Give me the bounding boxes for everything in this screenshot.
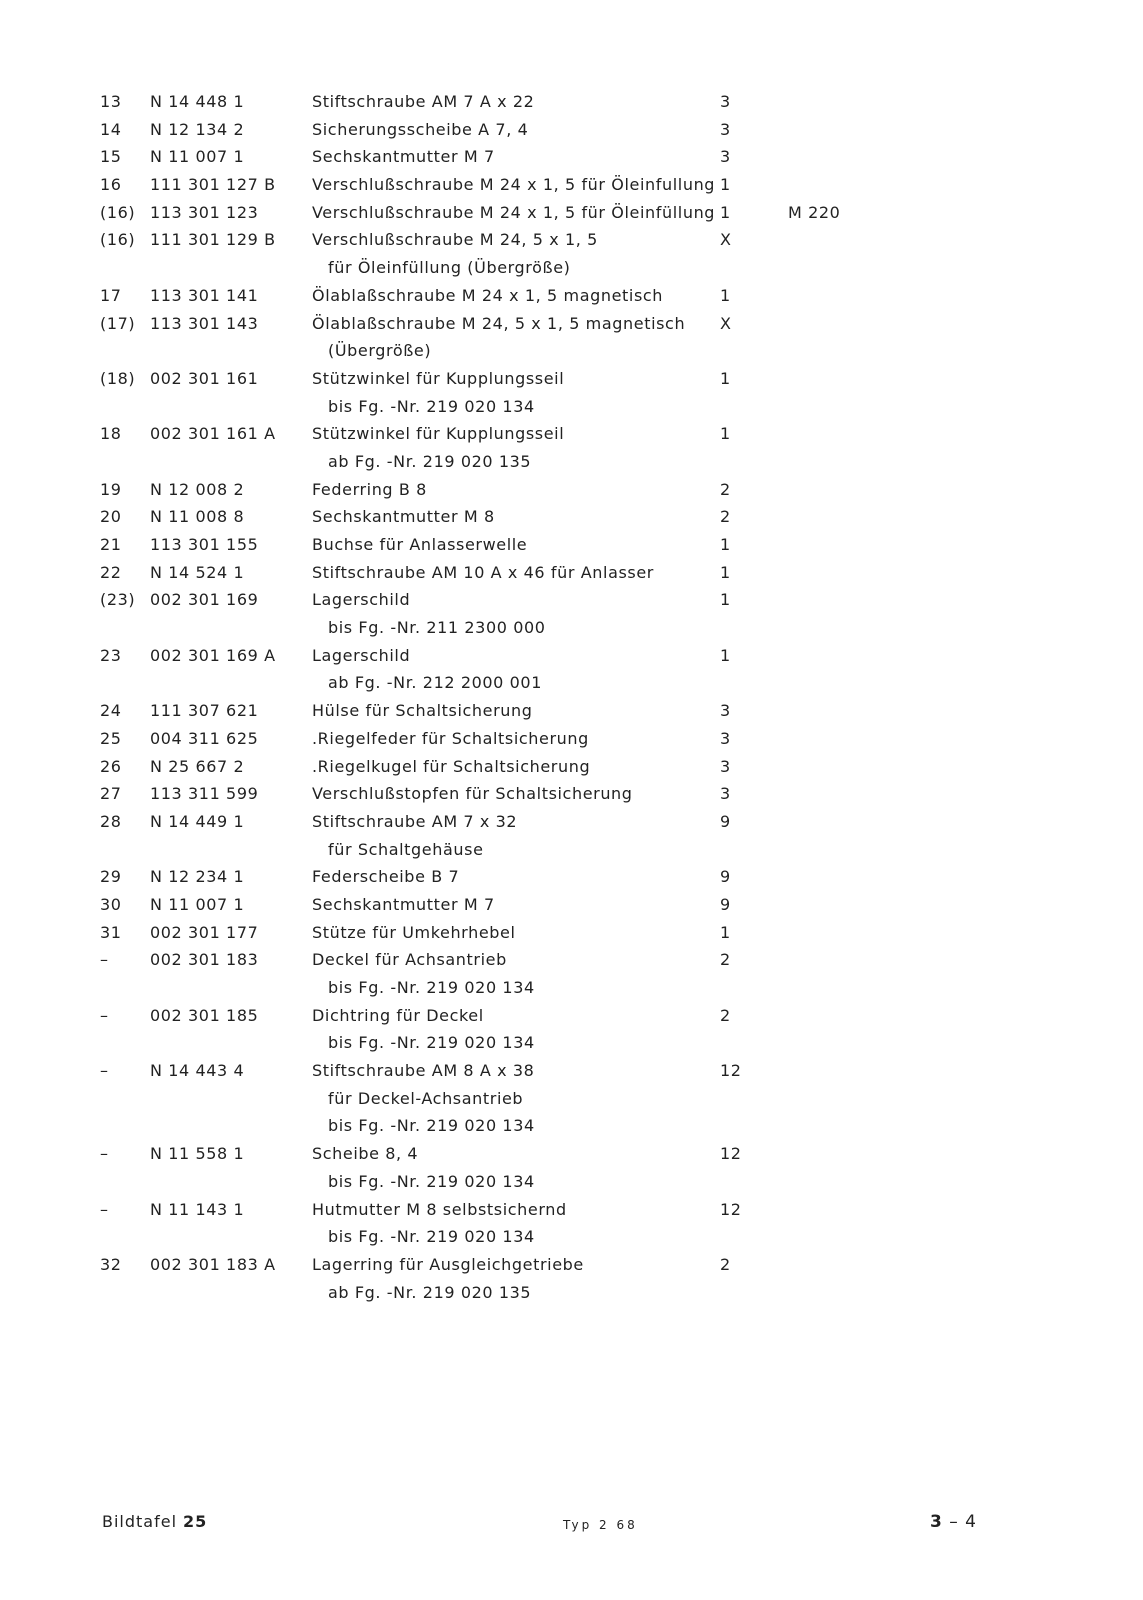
- part-num: N 11 008 8: [150, 507, 245, 527]
- part-num: N 11 007 1: [150, 147, 245, 167]
- part-desc: Deckel für Achsantrieb: [312, 950, 507, 970]
- part-qty: 2: [720, 1254, 731, 1274]
- list-item: [0, 946, 1143, 974]
- list-item-continuation: [0, 448, 1143, 476]
- part-qty: 1: [720, 424, 731, 444]
- list-item: [0, 116, 1143, 144]
- list-item: [0, 531, 1143, 559]
- part-desc: Verschlußstopfen für Schaltsicherung: [312, 784, 633, 804]
- list-item-continuation: [0, 393, 1143, 421]
- part-desc: Sechskantmutter M 8: [312, 507, 495, 527]
- part-pos: 20: [100, 507, 122, 527]
- part-num: 113 311 599: [150, 784, 259, 804]
- part-desc: Stiftschraube AM 7 A x 22: [312, 92, 535, 111]
- part-pos: –: [100, 1061, 109, 1081]
- part-pos: 25: [100, 728, 122, 748]
- part-qty: 1: [720, 922, 731, 942]
- list-item-continuation: [0, 337, 1143, 365]
- part-num: N 14 524 1: [150, 562, 245, 582]
- part-num: 002 301 177: [150, 922, 259, 942]
- list-item: [0, 476, 1143, 504]
- part-num: 002 301 183 A: [150, 1254, 276, 1274]
- list-item-continuation: [0, 1085, 1143, 1113]
- part-num: 111 301 129 B: [150, 230, 276, 250]
- list-item: [0, 753, 1143, 781]
- part-pos: 14: [100, 119, 122, 139]
- part-note: M 220: [788, 202, 841, 222]
- part-qty: 1: [720, 562, 731, 582]
- list-item: [0, 171, 1143, 199]
- part-qty: 3: [720, 119, 731, 139]
- footer-page-number: [930, 1512, 977, 1532]
- part-qty: 3: [720, 756, 731, 776]
- footer-plate-label: Bildtafel: [102, 1512, 178, 1531]
- part-qty: 9: [720, 811, 731, 831]
- part-desc: ab Fg. -Nr. 219 020 135: [328, 1282, 532, 1302]
- part-desc: Lagerschild: [312, 645, 411, 665]
- part-num: 113 301 141: [150, 285, 259, 305]
- part-desc: Stützwinkel für Kupplungsseil: [312, 368, 565, 388]
- list-item-continuation: [0, 1168, 1143, 1196]
- list-item: [0, 1057, 1143, 1085]
- part-pos: 28: [100, 811, 122, 831]
- part-qty: 3: [720, 147, 731, 167]
- part-desc: Ölablaßschraube M 24 x 1, 5 magnetisch: [312, 285, 664, 305]
- part-desc: Federscheibe B 7: [312, 867, 460, 887]
- list-item: [0, 586, 1143, 614]
- part-desc: .Riegelfeder für Schaltsicherung: [312, 728, 589, 748]
- part-pos: 27: [100, 784, 122, 804]
- part-desc: bis Fg. -Nr. 219 020 134: [328, 396, 535, 416]
- part-qty: 1: [720, 285, 731, 305]
- list-item-continuation: [0, 1112, 1143, 1140]
- part-pos: (16): [100, 202, 136, 222]
- part-pos: (18): [100, 368, 136, 388]
- part-pos: 30: [100, 894, 122, 914]
- part-num: 113 301 123: [150, 202, 259, 222]
- part-qty: 12: [720, 1199, 742, 1219]
- list-item-continuation: [0, 974, 1143, 1002]
- part-desc: Verschlußschraube M 24, 5 x 1, 5: [312, 230, 598, 250]
- footer-plate: [102, 1512, 207, 1531]
- part-desc: Stiftschraube AM 10 A x 46 für Anlasser: [312, 562, 654, 582]
- part-qty: 12: [720, 1061, 742, 1081]
- part-desc: Hutmutter M 8 selbstsichernd: [312, 1199, 567, 1219]
- part-desc: Stützwinkel für Kupplungsseil: [312, 424, 565, 444]
- part-desc: Verschlußschraube M 24 x 1, 5 für Öleinfullung: [312, 175, 716, 195]
- part-num: N 14 448 1: [150, 92, 245, 111]
- list-item-continuation: [0, 614, 1143, 642]
- part-num: 113 301 155: [150, 535, 259, 554]
- part-qty: 9: [720, 894, 731, 914]
- part-pos: (17): [100, 313, 136, 333]
- part-qty: 12: [720, 1144, 742, 1164]
- part-num: N 12 134 2: [150, 119, 245, 139]
- part-qty: 1: [720, 535, 731, 554]
- list-item: [0, 226, 1143, 254]
- part-num: N 12 234 1: [150, 867, 245, 887]
- part-desc: bis Fg. -Nr. 219 020 134: [328, 1116, 535, 1136]
- list-item: [0, 642, 1143, 670]
- part-pos: 29: [100, 867, 122, 887]
- part-desc: bis Fg. -Nr. 211 2300 000: [328, 618, 546, 638]
- part-pos: 15: [100, 147, 122, 167]
- list-item: [0, 697, 1143, 725]
- part-num: N 25 667 2: [150, 756, 245, 776]
- part-desc: bis Fg. -Nr. 219 020 134: [328, 1171, 535, 1191]
- part-desc: bis Fg. -Nr. 219 020 134: [328, 978, 535, 997]
- part-pos: 21: [100, 535, 122, 554]
- part-pos: 17: [100, 285, 122, 305]
- list-item: [0, 891, 1143, 919]
- part-qty: 1: [720, 175, 731, 195]
- list-item: [0, 1140, 1143, 1168]
- part-desc: bis Fg. -Nr. 219 020 134: [328, 1227, 535, 1247]
- footer-page-section: 3: [930, 1512, 943, 1532]
- list-item: [0, 808, 1143, 836]
- part-num: N 14 443 4: [150, 1061, 245, 1081]
- list-item: [0, 863, 1143, 891]
- list-item-continuation: [0, 1029, 1143, 1057]
- list-item: [0, 503, 1143, 531]
- part-pos: (23): [100, 590, 136, 610]
- part-desc: für Schaltgehäuse: [328, 839, 484, 859]
- list-item: [0, 1251, 1143, 1279]
- list-item-continuation: [0, 1223, 1143, 1251]
- list-item: [0, 310, 1143, 338]
- list-item: [0, 143, 1143, 171]
- part-desc: Sechskantmutter M 7: [312, 147, 495, 167]
- list-item: [0, 88, 1143, 116]
- part-qty: 2: [720, 950, 731, 970]
- part-pos: 19: [100, 479, 122, 499]
- part-num: 002 301 185: [150, 1005, 259, 1025]
- list-item: [0, 282, 1143, 310]
- list-item: [0, 919, 1143, 947]
- part-pos: 22: [100, 562, 122, 582]
- list-item-continuation: [0, 836, 1143, 864]
- part-desc: Ölablaßschraube M 24, 5 x 1, 5 magnetisch: [312, 313, 686, 333]
- part-num: N 11 558 1: [150, 1144, 245, 1164]
- part-pos: 26: [100, 756, 122, 776]
- part-num: N 11 143 1: [150, 1199, 245, 1219]
- part-num: 113 301 143: [150, 313, 259, 333]
- list-item: [0, 1196, 1143, 1224]
- part-pos: –: [100, 1199, 109, 1219]
- part-qty: X: [720, 313, 732, 333]
- part-qty: 3: [720, 784, 731, 804]
- list-item-continuation: [0, 1279, 1143, 1307]
- footer-plate-number: 25: [183, 1512, 208, 1531]
- part-pos: –: [100, 1144, 109, 1164]
- part-desc: Dichtring für Deckel: [312, 1005, 484, 1025]
- part-desc: Scheibe 8, 4: [312, 1144, 419, 1164]
- footer-page-sub: – 4: [942, 1512, 977, 1532]
- part-desc: (Übergröße): [328, 341, 432, 361]
- part-qty: 3: [720, 701, 731, 721]
- part-desc: Federring B 8: [312, 479, 427, 499]
- part-qty: 3: [720, 728, 731, 748]
- part-pos: (16): [100, 230, 136, 250]
- part-qty: 2: [720, 479, 731, 499]
- list-item: [0, 199, 1143, 227]
- part-qty: 3: [720, 92, 731, 111]
- part-pos: –: [100, 1005, 109, 1025]
- part-desc: Lagerring für Ausgleichgetriebe: [312, 1254, 584, 1274]
- part-pos: 18: [100, 424, 122, 444]
- part-qty: 2: [720, 1005, 731, 1025]
- parts-list: [0, 88, 1143, 1306]
- part-num: 002 301 183: [150, 950, 259, 970]
- part-pos: 32: [100, 1254, 122, 1274]
- part-desc: Buchse für Anlasserwelle: [312, 535, 528, 554]
- part-desc: Hülse für Schaltsicherung: [312, 701, 533, 721]
- part-desc: Stiftschraube AM 7 x 32: [312, 811, 518, 831]
- list-item: [0, 365, 1143, 393]
- list-item-continuation: [0, 669, 1143, 697]
- part-pos: 24: [100, 701, 122, 721]
- list-item: [0, 725, 1143, 753]
- part-num: 002 301 169 A: [150, 645, 276, 665]
- part-num: N 14 449 1: [150, 811, 245, 831]
- part-desc: für Öleinfüllung (Übergröße): [328, 258, 571, 278]
- list-item: [0, 1002, 1143, 1030]
- part-qty: 1: [720, 590, 731, 610]
- footer-type: Typ 2 68: [563, 1518, 638, 1532]
- part-num: 002 301 169: [150, 590, 259, 610]
- part-pos: 13: [100, 92, 122, 111]
- part-qty: 1: [720, 368, 731, 388]
- part-num: N 11 007 1: [150, 894, 245, 914]
- part-desc: bis Fg. -Nr. 219 020 134: [328, 1033, 535, 1053]
- part-desc: Stiftschraube AM 8 A x 38: [312, 1061, 535, 1081]
- part-desc: Stütze für Umkehrhebel: [312, 922, 516, 942]
- part-desc: Verschlußschraube M 24 x 1, 5 für Öleinfüllung: [312, 202, 716, 222]
- part-desc: .Riegelkugel für Schaltsicherung: [312, 756, 591, 776]
- part-desc: ab Fg. -Nr. 219 020 135: [328, 451, 532, 471]
- part-num: 111 307 621: [150, 701, 259, 721]
- list-item-continuation: [0, 254, 1143, 282]
- part-desc: Lagerschild: [312, 590, 411, 610]
- part-desc: ab Fg. -Nr. 212 2000 001: [328, 673, 542, 693]
- part-num: 002 301 161: [150, 368, 259, 388]
- list-item: [0, 559, 1143, 587]
- part-desc: für Deckel-Achsantrieb: [328, 1088, 524, 1108]
- part-qty: 1: [720, 645, 731, 665]
- list-item: [0, 420, 1143, 448]
- part-num: 004 311 625: [150, 728, 259, 748]
- part-pos: 31: [100, 922, 122, 942]
- part-desc: Sechskantmutter M 7: [312, 894, 495, 914]
- part-qty: 2: [720, 507, 731, 527]
- list-item: [0, 780, 1143, 808]
- part-desc: Sicherungsscheibe A 7, 4: [312, 119, 529, 139]
- part-num: N 12 008 2: [150, 479, 245, 499]
- part-num: 002 301 161 A: [150, 424, 276, 444]
- part-qty: X: [720, 230, 732, 250]
- part-num: 111 301 127 B: [150, 175, 276, 195]
- part-qty: 1: [720, 202, 731, 222]
- part-qty: 9: [720, 867, 731, 887]
- part-pos: 16: [100, 175, 122, 195]
- part-pos: –: [100, 950, 109, 970]
- part-pos: 23: [100, 645, 122, 665]
